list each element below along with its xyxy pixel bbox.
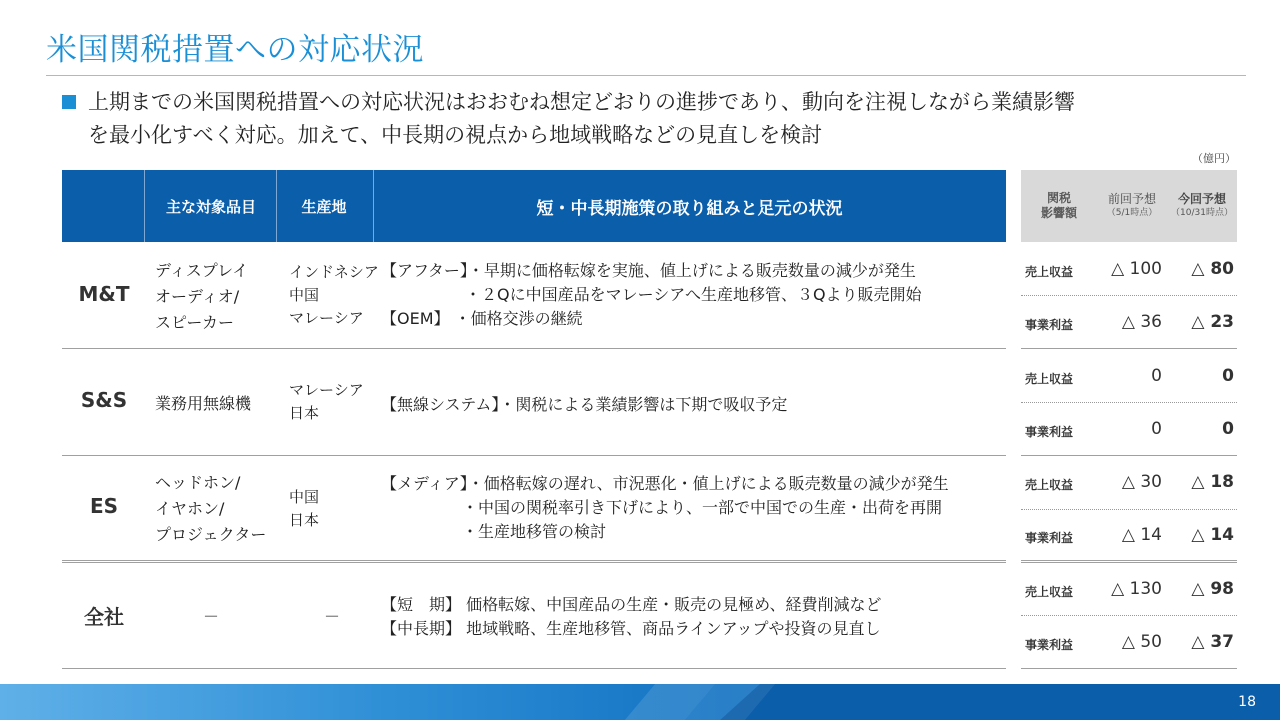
production-location: インドネシア	[289, 263, 379, 281]
prev-header-line2: （5/1時点）	[1106, 208, 1158, 218]
prev-value: △ 50	[1121, 632, 1162, 652]
measure-line: ・中国の関税率引き下げにより、一部で中国での生産・出荷を再開	[462, 498, 943, 517]
impact-dotted-divider	[1021, 509, 1237, 510]
curr-value: △ 23	[1191, 312, 1234, 332]
production-location: 日本	[289, 404, 320, 422]
curr-value: △ 18	[1191, 472, 1234, 492]
impact-header-line1: 関税	[1046, 191, 1071, 205]
segment-name: ES	[89, 494, 119, 518]
lead-text-block	[62, 86, 1252, 152]
measure-line: ・生産地移管の検討	[462, 522, 607, 541]
target-items	[155, 470, 266, 548]
header-measures: 短・中長期施策の取り組みと足元の状況	[536, 198, 843, 219]
measure-line: 【メディア】・価格転嫁の遅れ、市況悪化・値上げによる販売数量の減少が発生	[381, 474, 949, 493]
header-items: 主な対象品目	[165, 197, 256, 216]
impact-header-line2: 影響額	[1040, 206, 1077, 220]
impact-label: 売上収益	[1025, 585, 1074, 599]
segment-name: 全社	[84, 605, 124, 629]
prev-value: 0	[1151, 419, 1162, 439]
impact-dotted-divider	[1021, 402, 1237, 403]
measure-line: 【OEM】 ・価格交渉の継続	[381, 309, 583, 328]
impact-label: 事業利益	[1025, 318, 1074, 332]
impact-label: 事業利益	[1025, 425, 1074, 439]
impact-label: 売上収益	[1025, 265, 1074, 279]
measure-line: 【アフター】・早期に価格転嫁を実施、値上げによる販売数量の減少が発生	[381, 261, 916, 280]
production-locations	[289, 261, 379, 330]
impact-row-divider	[1021, 348, 1237, 349]
measures	[381, 259, 922, 331]
measures	[381, 472, 949, 544]
prev-value: 0	[1151, 366, 1162, 386]
prev-value: △ 30	[1121, 472, 1162, 492]
prev-header-line1: 前回予想	[1107, 192, 1156, 206]
row-divider	[62, 348, 1006, 349]
production-location: マレーシア	[289, 381, 364, 399]
lead-line-1: 上期までの米国関税措置への対応状況はおおむね想定どおりの進捗であり、動向を注視しながら業績影響	[88, 90, 1075, 114]
measures	[381, 393, 787, 417]
production-location: 中国	[289, 286, 320, 304]
segment-name: M&T	[78, 282, 130, 306]
measure-line: 【無線システム】・関税による業績影響は下期で吸収予定	[381, 395, 788, 414]
measure-line: 【短 期】 価格転嫁、中国産品の生産・販売の見極め、経費削減など	[381, 595, 882, 614]
lead-line-2: を最小化すべく対応。加えて、中長期の視点から地域戦略などの見直しを検討	[88, 123, 823, 147]
impact-label: 事業利益	[1025, 531, 1074, 545]
row-divider	[62, 455, 1006, 456]
production-location: マレーシア	[289, 309, 364, 327]
target-items	[155, 258, 248, 336]
production-locations	[289, 486, 319, 532]
target-items	[155, 391, 251, 417]
title-divider	[46, 75, 1246, 76]
page-title: 米国関税措置への対応状況	[46, 32, 424, 68]
impact-dotted-divider	[1021, 295, 1237, 296]
target-item: スピーカー	[155, 313, 235, 332]
production-locations	[289, 379, 364, 425]
prev-value: △ 100	[1111, 259, 1162, 279]
square-bullet-icon	[62, 95, 76, 109]
target-item: ヘッドホン/	[155, 473, 241, 492]
impact-header-title	[1029, 170, 1089, 242]
measures	[381, 593, 881, 641]
curr-value: 0	[1222, 419, 1234, 439]
impact-row-divider	[1021, 455, 1237, 456]
target-item: 業務用無線機	[155, 394, 252, 413]
prev-value: △ 36	[1121, 312, 1162, 332]
prev-forecast-header	[1097, 170, 1167, 242]
table-bottom-line	[62, 668, 1006, 669]
impact-total-divider	[1021, 560, 1237, 563]
page-number: 18	[1238, 694, 1256, 710]
footer-band	[0, 684, 1280, 720]
curr-value: △ 37	[1191, 632, 1234, 652]
impact-dotted-divider	[1021, 615, 1237, 616]
impact-label: 事業利益	[1025, 638, 1074, 652]
target-item: プロジェクター	[155, 525, 267, 544]
measure-line: ・２Qに中国産品をマレーシアへ生産地移管、３Qより販売開始	[465, 285, 922, 304]
header-separator	[144, 170, 145, 242]
target-item: －	[203, 607, 220, 626]
header-location: 生産地	[301, 197, 347, 216]
segment-name: S&S	[80, 388, 128, 412]
total-divider	[62, 560, 1006, 563]
table-header	[62, 170, 1006, 242]
curr-value: △ 80	[1191, 259, 1234, 279]
curr-header-line1: 今回予想	[1177, 192, 1226, 206]
curr-value: △ 14	[1191, 525, 1234, 545]
production-location: 日本	[289, 511, 320, 529]
prev-value: △ 130	[1111, 579, 1162, 599]
curr-forecast-header	[1167, 170, 1237, 242]
measure-line: 【中長期】 地域戦略、生産地移管、商品ラインアップや投資の見直し	[381, 619, 881, 638]
production-location: －	[324, 607, 341, 626]
curr-value: △ 98	[1191, 579, 1234, 599]
impact-bottom-line	[1021, 668, 1237, 669]
impact-label: 売上収益	[1025, 372, 1074, 386]
impact-header	[1021, 170, 1237, 242]
unit-label: （億円）	[1192, 152, 1236, 165]
impact-label: 売上収益	[1025, 478, 1074, 492]
curr-header-line2: （10/31時点）	[1171, 208, 1233, 218]
target-item: オーディオ/	[155, 287, 240, 306]
curr-value: 0	[1222, 366, 1234, 386]
production-location: 中国	[289, 488, 320, 506]
target-item: ディスプレイ	[155, 261, 249, 280]
target-item: イヤホン/	[155, 499, 225, 518]
prev-value: △ 14	[1121, 525, 1162, 545]
